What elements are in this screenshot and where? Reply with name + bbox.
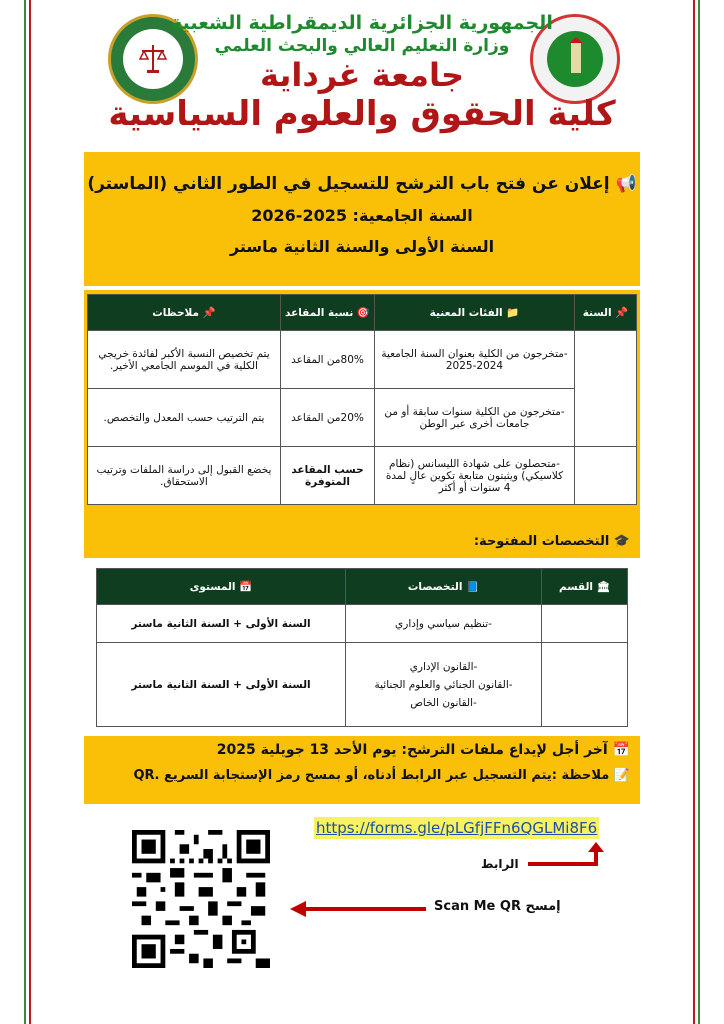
link-label: الرابط xyxy=(481,857,519,871)
col-specialty: 📘 التخصصات xyxy=(346,569,542,605)
ratio-cell: 20%من المقاعد xyxy=(281,389,375,447)
ratio-cell: 80%من المقاعد xyxy=(281,331,375,389)
note-cell: يتم تخصيص النسبة الأكبر لفائدة خريجي الكلية في الموسم الجامعي الأخير. xyxy=(88,331,281,389)
category-cell: -متحصلون على شهادة الليسانس (نظام كلاسيكي) ويثبتون متابعة تكوين عالٍ لمدة 4 سنوات أو أكثر xyxy=(375,447,575,505)
ministry-title: وزارة التعليم العالي والبحث العلمي xyxy=(214,36,510,56)
note-cell: يخضع القبول إلى دراسة الملفات وترتيب الاستحقاق. xyxy=(88,447,281,505)
arrow-icon xyxy=(526,842,606,872)
target-years: السنة الأولى والسنة الثانية ماستر xyxy=(229,237,495,256)
specialties-title: 🎓 التخصصات المفتوحة: xyxy=(84,526,640,558)
deadline-box xyxy=(84,736,640,804)
table-row xyxy=(88,389,637,447)
specialty-item: -القانون الجنائي والعلوم الجنائية xyxy=(374,678,513,691)
category-cell: -متخرجون من الكلية سنوات سابقة أو من جامعات أخرى عبر الوطن xyxy=(375,389,575,447)
col-level: 📅 المستوى xyxy=(97,569,346,605)
republic-title: الجمهورية الجزائرية الديمقراطية الشعبية xyxy=(171,12,553,34)
registration-link[interactable]: https://forms.gle/pLGfjFFn6QGLMi8F6 xyxy=(316,819,598,837)
dept-cell: قسم الحقوق xyxy=(542,643,628,727)
table-row xyxy=(88,447,637,505)
announcement-title: 📢 إعلان عن فتح باب الترشح للتسجيل في الطور الثاني (الماستر) xyxy=(87,174,637,194)
border-line-red-right xyxy=(693,0,695,1024)
deadline-text: 📅 آخر أجل لإيداع ملفات الترشح: يوم الأحد 13 جويلية 2025 xyxy=(216,742,630,758)
faculty-title: كلية الحقوق والعلوم السياسية xyxy=(108,94,616,134)
col-category: 📁 الفئات المعنية xyxy=(375,295,575,331)
academic-year: السنة الجامعية: 2025-2026 xyxy=(251,206,473,225)
table-row xyxy=(97,643,628,727)
specialty-item: -القانون الخاص xyxy=(410,696,477,709)
university-title: جامعة غرداية xyxy=(259,56,465,94)
note-cell: يتم الترتيب حسب المعدل والتخصص. xyxy=(88,389,281,447)
specialty-cell: -تنظيم سياسي وإداري xyxy=(346,605,542,643)
specialties-table xyxy=(96,568,628,727)
specialty-item: -القانون الإداري xyxy=(409,660,478,673)
col-notes: 📌 ملاحظات xyxy=(88,295,281,331)
col-year: 📌 السنة xyxy=(575,295,637,331)
col-dept: 🏛 القسم xyxy=(542,569,628,605)
table-row xyxy=(88,331,637,389)
level-cell: السنة الأولى + السنة الثانية ماستر xyxy=(97,643,346,727)
qr-code[interactable] xyxy=(132,830,270,968)
year-cell: السنة الأولى ماستر xyxy=(575,331,637,447)
table-header-row xyxy=(88,295,637,331)
scan-label: إمسح Scan Me QR xyxy=(434,899,561,914)
col-ratio: 🎯 نسبة المقاعد xyxy=(281,295,375,331)
announcement-box xyxy=(84,152,640,286)
table-row xyxy=(97,605,628,643)
level-cell: السنة الأولى + السنة الثانية ماستر xyxy=(97,605,346,643)
specialty-cell xyxy=(346,643,542,727)
year-cell: السنة الثانية ماستر xyxy=(575,447,637,505)
table-header-row xyxy=(97,569,628,605)
border-line-green-right xyxy=(698,0,700,1024)
arrow-left-icon xyxy=(290,900,428,918)
ratio-cell: حسب المقاعد المتوفرة xyxy=(281,447,375,505)
registration-note: 📝 ملاحظة :يتم التسجيل عبر الرابط أدناه، أو بمسح رمز الإستجابة السريع .QR xyxy=(133,768,630,783)
border-line-red-left xyxy=(29,0,31,1024)
admission-table xyxy=(87,294,637,505)
dept-cell: قسم العلوم السياسية xyxy=(542,605,628,643)
header xyxy=(100,6,624,146)
border-line-green-left xyxy=(24,0,26,1024)
category-cell: -متخرجون من الكلية بعنوان السنة الجامعية 2024-2025 xyxy=(375,331,575,389)
